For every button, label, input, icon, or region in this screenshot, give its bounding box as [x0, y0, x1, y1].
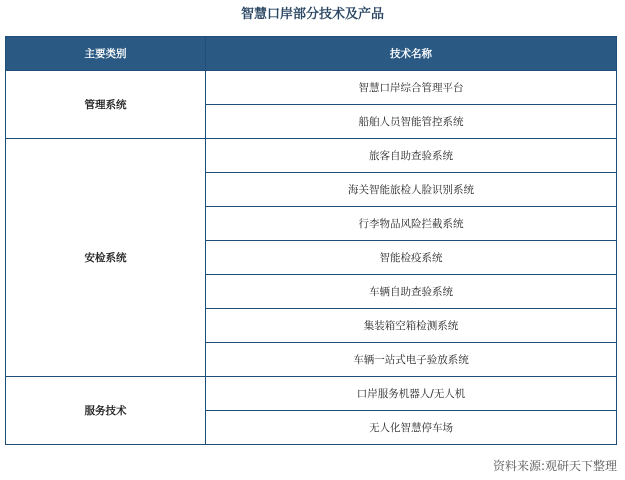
tech-name-cell: 旅客自助查验系统 — [206, 139, 617, 173]
category-cell: 服务技术 — [6, 377, 206, 445]
page-title: 智慧口岸部分技术及产品 — [240, 7, 384, 22]
table-row — [6, 377, 617, 411]
table-row — [6, 139, 617, 173]
tech-name-cell: 智能检疫系统 — [206, 241, 617, 275]
tech-name-cell: 车辆自助查验系统 — [206, 275, 617, 309]
column-header-category: 主要类别 — [6, 37, 206, 71]
tech-name-cell: 无人化智慧停车场 — [206, 411, 617, 445]
tech-name-cell: 集装箱空箱检测系统 — [206, 309, 617, 343]
category-cell: 管理系统 — [6, 71, 206, 139]
tech-name-cell: 行李物品风险拦截系统 — [206, 207, 617, 241]
tech-name-cell: 车辆一站式电子验放系统 — [206, 343, 617, 377]
tech-products-table — [5, 36, 617, 445]
table-header-row — [6, 37, 617, 71]
tech-name-cell: 口岸服务机器人/无人机 — [206, 377, 617, 411]
tech-name-cell: 海关智能旅检人脸识别系统 — [206, 173, 617, 207]
column-header-tech-name: 技术名称 — [206, 37, 617, 71]
table-row — [6, 71, 617, 105]
source-note: 资料来源:观研天下整理 — [492, 459, 617, 473]
tech-name-cell: 船舶人员智能管控系统 — [206, 105, 617, 139]
tech-name-cell: 智慧口岸综合管理平台 — [206, 71, 617, 105]
category-cell: 安检系统 — [6, 139, 206, 377]
